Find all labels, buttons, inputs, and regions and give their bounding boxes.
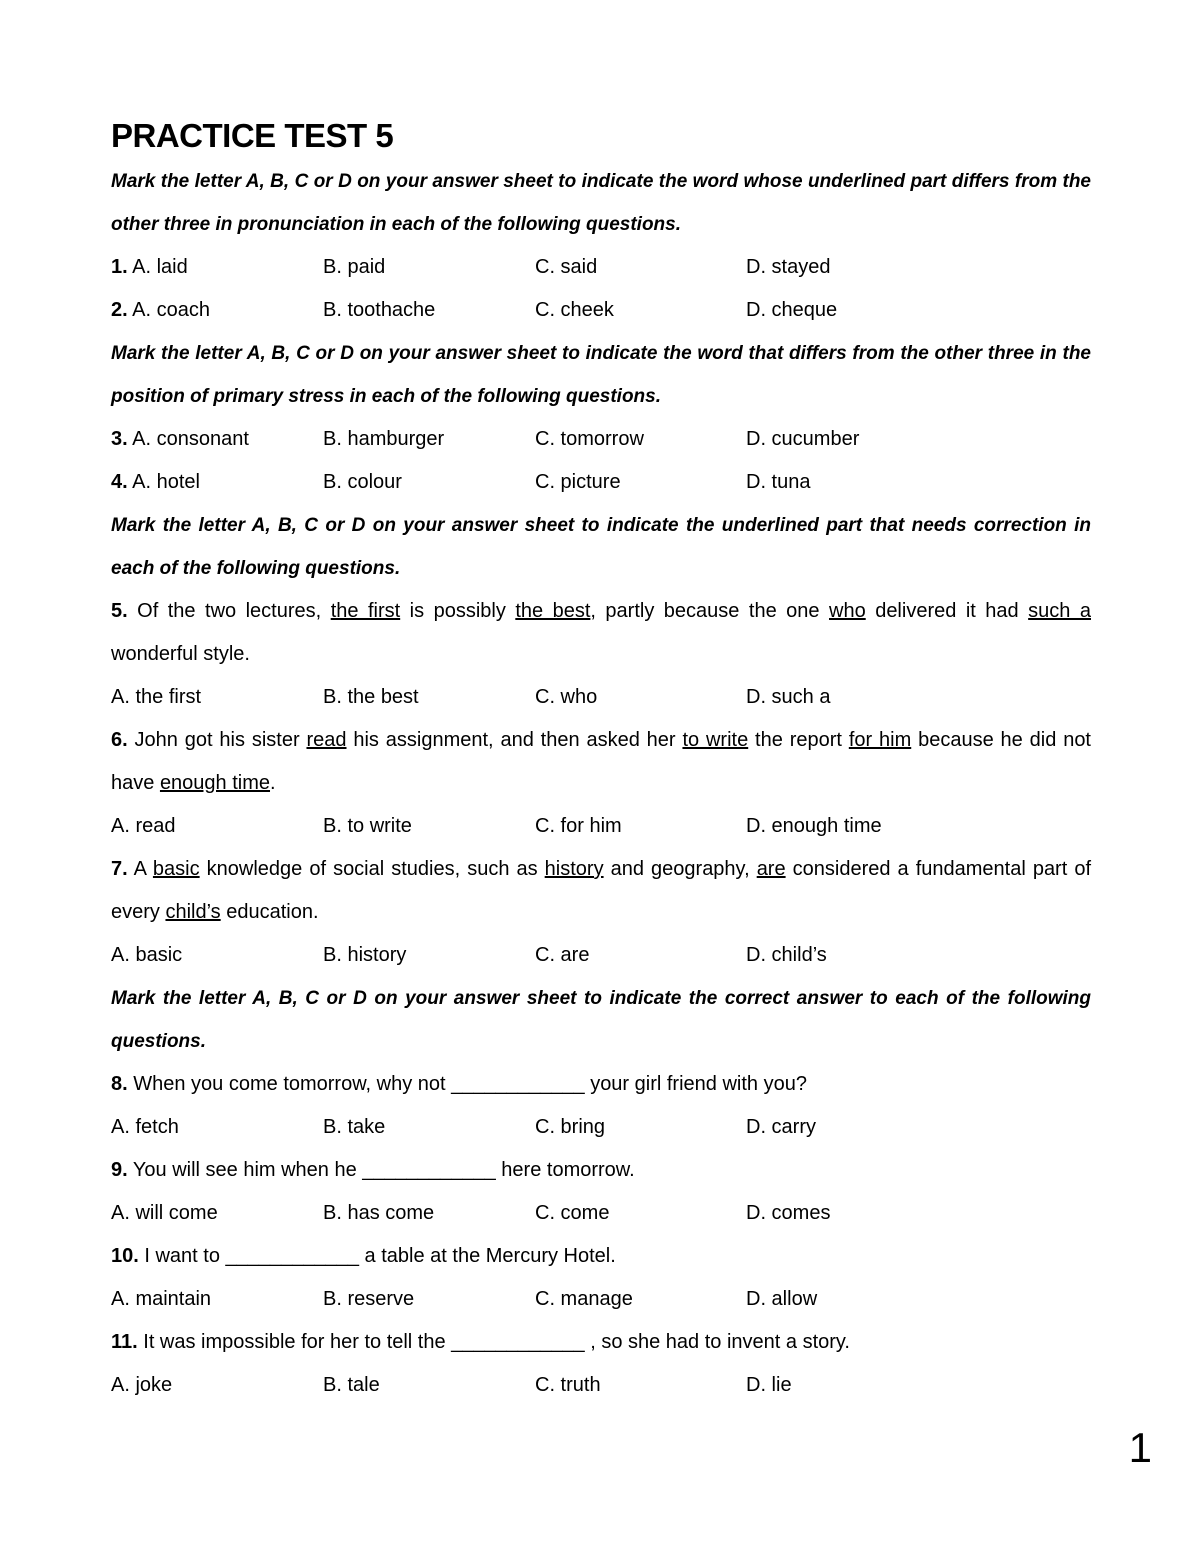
question-number: 1. <box>111 256 128 278</box>
question-9-options <box>111 1192 1091 1235</box>
option-a: A. basic <box>111 944 183 966</box>
option-b: B. take <box>323 1116 386 1138</box>
underlined-part: the best <box>515 600 591 622</box>
option-a: A. will come <box>111 1202 218 1224</box>
question-7-options <box>111 934 1091 977</box>
underlined-part: the first <box>330 600 401 622</box>
option-d: D. tuna <box>746 471 811 493</box>
option-c: C. cheek <box>535 299 614 321</box>
option-d: D. allow <box>746 1288 818 1310</box>
question-number: 3. <box>111 428 128 450</box>
option-c: C. manage <box>535 1288 633 1310</box>
question-7-stem <box>111 848 1091 934</box>
underlined-part: such a <box>1028 600 1091 622</box>
option-c: C. who <box>535 686 598 708</box>
question-number: 10. <box>111 1245 139 1267</box>
option-a: A. consonant <box>132 428 249 450</box>
stem-text: John got his sister <box>127 729 307 751</box>
question-1 <box>111 246 1091 289</box>
option-d: D. cheque <box>746 299 838 321</box>
option-b: B. paid <box>323 256 386 278</box>
option-d: D. stayed <box>746 256 831 278</box>
question-number: 5. <box>111 600 128 622</box>
option-a: A. laid <box>132 256 188 278</box>
stem-text: , partly because the one <box>590 600 830 622</box>
stem-text: It was impossible for her to tell the ____________ , so she had to invent a story. <box>137 1331 850 1353</box>
option-a: A. the first <box>111 686 202 708</box>
stem-text: wonderful style. <box>111 643 250 665</box>
option-c: C. bring <box>535 1116 606 1138</box>
stem-text: knowledge of social studies, such as <box>199 858 545 880</box>
option-d: D. comes <box>746 1202 831 1224</box>
option-a: A. maintain <box>111 1288 212 1310</box>
stem-text: because he did not have <box>111 729 1091 794</box>
stem-text: considered a fundamental part of every <box>111 858 1092 923</box>
question-number: 4. <box>111 471 128 493</box>
stem-text: education. <box>220 901 319 923</box>
underlined-part: basic <box>152 858 200 880</box>
question-2 <box>111 289 1091 332</box>
stem-text: delivered it had <box>865 600 1029 622</box>
underlined-part: child’s <box>165 901 221 923</box>
question-number: 8. <box>111 1073 128 1095</box>
option-a: A. joke <box>111 1374 173 1396</box>
option-c: C. tomorrow <box>535 428 644 450</box>
stem-text: . <box>270 772 276 794</box>
option-a: A. read <box>111 815 176 837</box>
underlined-part: to write <box>682 729 749 751</box>
option-b: B. the best <box>323 686 419 708</box>
question-4 <box>111 461 1091 504</box>
question-5-options <box>111 676 1091 719</box>
stem-text: and geography, <box>603 858 757 880</box>
option-b: B. toothache <box>323 299 436 321</box>
question-6-options <box>111 805 1091 848</box>
option-d: D. lie <box>746 1374 792 1396</box>
question-number: 11. <box>111 1331 138 1353</box>
question-11-stem <box>111 1321 1091 1364</box>
option-b: B. to write <box>323 815 412 837</box>
stem-text: is possibly <box>400 600 516 622</box>
option-c: C. truth <box>535 1374 601 1396</box>
option-b: B. tale <box>323 1374 380 1396</box>
page-title: PRACTICE TEST 5 <box>111 117 394 154</box>
option-a: A. coach <box>132 299 210 321</box>
question-3 <box>111 418 1091 461</box>
option-c: C. said <box>535 256 598 278</box>
stem-text: Of the two lectures, <box>127 600 331 622</box>
stem-text: his assignment, and then asked her <box>346 729 683 751</box>
option-b: B. colour <box>323 471 402 493</box>
question-5-stem <box>111 590 1091 676</box>
section-instruction: Mark the letter A, B, C or D on your answer sheet to indicate the word whose underlined part differs from the other three in pronunciation in each of the following questions. <box>111 171 1091 235</box>
question-number: 6. <box>111 729 128 751</box>
page-number: 1 <box>1128 1424 1152 1471</box>
section-instruction: Mark the letter A, B, C or D on your answer sheet to indicate the word that differs from the other three in the position of primary stress in each of the following questions. <box>111 343 1091 407</box>
question-8-options <box>111 1106 1091 1149</box>
worksheet-page <box>111 112 1091 1407</box>
option-a: A. hotel <box>132 471 200 493</box>
underlined-part: are <box>756 858 786 880</box>
question-10-options <box>111 1278 1091 1321</box>
underlined-part: enough time <box>159 772 271 794</box>
underlined-part: read <box>306 729 347 751</box>
underlined-part: who <box>829 600 866 622</box>
option-c: C. come <box>535 1202 610 1224</box>
option-c: C. picture <box>535 471 621 493</box>
stem-text: You will see him when he ____________ here tomorrow. <box>127 1159 635 1181</box>
option-b: B. reserve <box>323 1288 415 1310</box>
option-d: D. such a <box>746 686 831 708</box>
option-d: D. cucumber <box>746 428 860 450</box>
option-b: B. hamburger <box>323 428 445 450</box>
stem-text: When you come tomorrow, why not ____________ your girl friend with you? <box>127 1073 807 1095</box>
option-c: C. are <box>535 944 590 966</box>
underlined-part: history <box>544 858 604 880</box>
option-d: D. enough time <box>746 815 882 837</box>
question-11-options <box>111 1364 1091 1407</box>
question-6-stem <box>111 719 1091 805</box>
stem-text: the report <box>748 729 849 751</box>
option-d: D. child’s <box>746 944 827 966</box>
stem-text: A <box>127 858 153 880</box>
option-d: D. carry <box>746 1116 816 1138</box>
section-instruction: Mark the letter A, B, C or D on your answer sheet to indicate the correct answer to each of the following questions. <box>111 988 1091 1052</box>
option-b: B. history <box>323 944 407 966</box>
question-9-stem <box>111 1149 1091 1192</box>
option-b: B. has come <box>323 1202 435 1224</box>
question-number: 9. <box>111 1159 128 1181</box>
question-number: 2. <box>111 299 128 321</box>
section-instruction: Mark the letter A, B, C or D on your answer sheet to indicate the underlined part that needs correction in each of the following questions. <box>111 515 1091 579</box>
stem-text: I want to ____________ a table at the Mercury Hotel. <box>138 1245 616 1267</box>
option-a: A. fetch <box>111 1116 179 1138</box>
underlined-part: for him <box>848 729 912 751</box>
question-10-stem <box>111 1235 1091 1278</box>
question-8-stem <box>111 1063 1091 1106</box>
option-c: C. for him <box>535 815 622 837</box>
question-number: 7. <box>111 858 128 880</box>
